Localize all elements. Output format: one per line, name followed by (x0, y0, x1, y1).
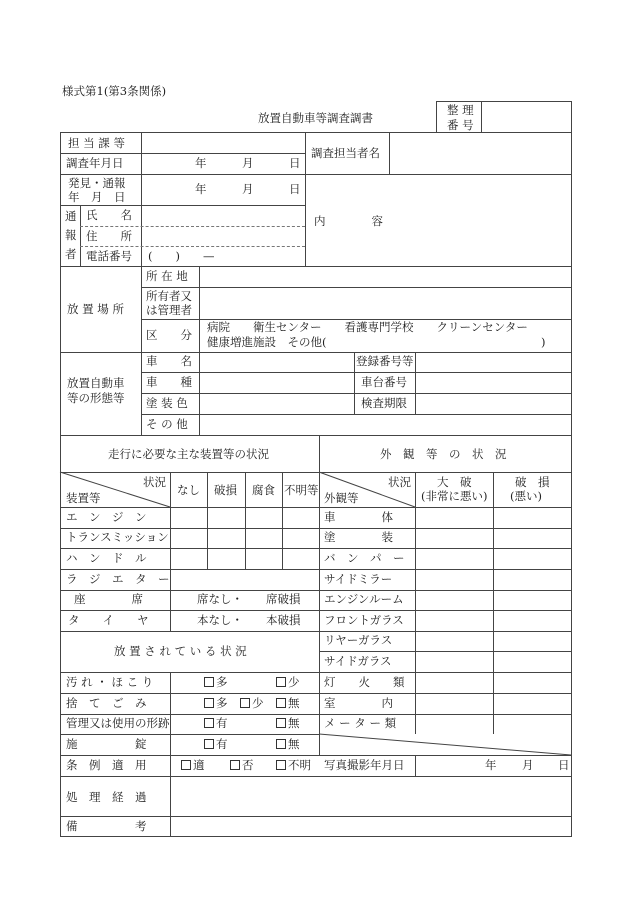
remarks-field[interactable] (172, 818, 569, 834)
survey-month: 月 (242, 156, 254, 170)
usage-option-yes-label: 有 (216, 716, 228, 730)
vehicle-type-field[interactable] (201, 374, 352, 392)
col-damage: 破損 (214, 483, 237, 497)
vehicle-color-field[interactable] (201, 395, 352, 413)
checkbox-icon (204, 677, 214, 687)
col-wrecked: 大 破 (437, 475, 472, 489)
status-heading: 放 置 さ れ て い る 状 況 (114, 644, 247, 658)
lock-label: 施 錠 (66, 737, 147, 751)
ext-row-side-mirror: サイドミラー (324, 572, 393, 586)
survey-day: 日 (289, 156, 301, 170)
vehicle-type-label: 車 種 (146, 375, 192, 389)
dirt-option-much-label: 多 (216, 675, 228, 689)
checkbox-icon (230, 760, 240, 770)
row-steering: ハ ン ド ル (66, 551, 147, 565)
photo-date-label: 写真撮影年月日 (324, 758, 405, 772)
discovery-month: 月 (242, 182, 254, 196)
location-label: 放 置 場 所 (67, 302, 124, 316)
category-label: 区 分 (146, 328, 192, 342)
row-transmission: トランスミッション (66, 530, 169, 544)
ordinance-option-applicable-label: 適 (193, 758, 205, 772)
reporter-label-2: 報 (65, 228, 77, 242)
checkbox-icon (276, 718, 286, 728)
ext-row-lights: 灯 火 類 (324, 675, 405, 689)
dirt-option-little-label: 少 (288, 675, 300, 689)
category-options-close: ) (541, 335, 546, 349)
vehicle-label: 放置自動車 (67, 376, 125, 390)
vehicle-color-label: 塗 装 色 (146, 396, 188, 410)
ordinance-option-unknown-label: 不明 (288, 758, 311, 772)
tire-options: 本なし・ 本破損 (197, 613, 301, 627)
form-title: 放置自動車等調査調書 (258, 111, 373, 125)
ordinance-option-not[interactable] (230, 760, 254, 772)
inspection-field[interactable] (417, 395, 569, 413)
address-label: 住 所 (86, 229, 132, 243)
form-number: 様式第1(第3条関係) (62, 84, 167, 98)
trash-option-none[interactable] (276, 698, 300, 710)
location-address-field[interactable] (201, 268, 569, 286)
owner-field[interactable] (201, 289, 569, 317)
owner-label-2: は管理者 (146, 303, 192, 317)
trash-option-much[interactable] (204, 698, 228, 710)
col-none: なし (177, 483, 200, 497)
seat-options: 席なし・ 席破損 (197, 592, 301, 606)
dirt-option-much[interactable] (204, 677, 228, 689)
chassis-field[interactable] (417, 374, 569, 392)
checkbox-icon (276, 698, 286, 708)
exterior-heading: 外 観 等 の 状 況 (380, 447, 507, 461)
phone-field[interactable]: ( ) — (148, 249, 215, 263)
photo-month: 月 (522, 758, 534, 772)
lock-option-no-label: 無 (288, 737, 300, 751)
inspection-label: 検査期限 (361, 396, 407, 410)
ordinance-option-unknown[interactable] (276, 760, 311, 772)
trash-label: 捨 て ご み (66, 696, 147, 710)
process-label: 処 理 経 過 (66, 790, 147, 804)
ordinance-option-not-label: 否 (242, 758, 254, 772)
col-corrosion: 腐食 (252, 483, 275, 497)
chassis-label: 車台番号 (361, 375, 407, 389)
inspector-label: 調査担当者名 (311, 146, 380, 160)
process-field[interactable] (172, 778, 569, 814)
checkbox-icon (240, 698, 250, 708)
dirt-label: 汚 れ ・ ほ こ り (66, 675, 154, 689)
checkbox-icon (204, 739, 214, 749)
inspector-field[interactable] (391, 134, 569, 172)
ordinance-option-applicable[interactable] (181, 760, 205, 772)
checkbox-icon (276, 760, 286, 770)
ext-row-front-glass: フロントガラス (324, 613, 404, 627)
row-seat: 座 席 (74, 592, 143, 606)
lock-option-yes[interactable] (204, 739, 228, 751)
dirt-option-little[interactable] (276, 677, 300, 689)
checkbox-icon (204, 698, 214, 708)
owner-label: 所有者又 (146, 289, 192, 303)
checkbox-icon (181, 760, 191, 770)
vehicle-name-field[interactable] (201, 354, 352, 371)
lock-option-yes-label: 有 (216, 737, 228, 751)
ref-number-label: 整 理 (447, 103, 474, 117)
ext-row-engine-room: エンジンルーム (324, 592, 404, 606)
ext-row-rear-glass: リヤーガラス (324, 633, 393, 647)
discovery-label: 発見・通報 (68, 176, 126, 190)
discovery-day: 日 (289, 182, 301, 196)
row-tire: タ イ ヤ (68, 613, 149, 627)
ext-row-interior: 室 内 (324, 696, 393, 710)
category-options-2: 健康増進施設 その他( (207, 335, 327, 349)
ext-row-body: 車 体 (324, 510, 393, 524)
ref-number-label-2: 番 号 (447, 118, 474, 132)
exterior-corner-status: 状況 (388, 475, 411, 489)
ordinance-label: 条 例 適 用 (66, 758, 147, 772)
trash-option-none-label: 無 (288, 696, 300, 710)
equipment-corner-status: 状況 (143, 475, 166, 489)
photo-day: 日 (558, 758, 570, 772)
row-radiator: ラ ジ エ タ ー (66, 572, 170, 586)
photo-year: 年 (485, 758, 497, 772)
vehicle-label-2: 等の形態等 (67, 391, 125, 405)
trash-option-little[interactable] (240, 698, 264, 710)
trash-option-little-label: 少 (252, 696, 264, 710)
category-options: 病院 衛生センター 看護専門学校 クリーンセンター (207, 320, 528, 334)
reporter-label-1: 通 (65, 209, 77, 223)
usage-option-yes[interactable] (204, 718, 228, 730)
usage-label: 管理又は使用の形跡 (66, 716, 170, 730)
survey-year: 年 (195, 156, 207, 170)
usage-option-no[interactable] (276, 718, 300, 730)
remarks-label: 備 考 (66, 819, 147, 833)
trash-option-much-label: 多 (216, 696, 228, 710)
content-label: 内 容 (314, 214, 383, 228)
name-label: 氏 名 (86, 208, 132, 222)
vehicle-other-label: そ の 他 (146, 417, 188, 431)
registration-field[interactable] (417, 354, 569, 371)
ext-row-bumper: バ ン パ ー (324, 551, 405, 565)
phone-label: 電話番号 (86, 249, 132, 263)
registration-label: 登録番号等 (356, 354, 414, 368)
col-damaged-note: (悪い) (510, 489, 542, 503)
exterior-corner-item: 外観等 (324, 491, 359, 505)
checkbox-icon (276, 739, 286, 749)
lock-option-no[interactable] (276, 739, 300, 751)
equipment-corner-item: 装置等 (66, 491, 101, 505)
reporter-label-3: 者 (65, 247, 77, 261)
checkbox-icon (204, 718, 214, 728)
usage-option-no-label: 無 (288, 716, 300, 730)
equipment-heading: 走行に必要な主な装置等の状況 (108, 447, 269, 461)
checkbox-icon (276, 677, 286, 687)
discovery-label-2: 年 月 日 (68, 190, 126, 204)
discovery-year: 年 (195, 182, 207, 196)
location-address-label: 所 在 地 (146, 269, 188, 283)
content-field[interactable] (391, 176, 569, 264)
col-wrecked-note: (非常に悪い) (421, 489, 488, 503)
col-damaged: 破 損 (515, 475, 550, 489)
dept-field[interactable] (143, 134, 303, 152)
dept-label: 担 当 課 等 (68, 136, 125, 150)
vehicle-name-label: 車 名 (146, 354, 192, 368)
col-unknown: 不明等 (284, 483, 319, 497)
survey-date-label: 調査年月日 (66, 156, 124, 170)
vehicle-other-field[interactable] (201, 416, 569, 434)
ext-row-meters: メ ー タ ー 類 (324, 716, 397, 730)
ext-row-side-glass: サイドガラス (324, 654, 392, 668)
row-engine: エ ン ジ ン (66, 510, 147, 524)
ext-row-paint: 塗 装 (324, 530, 393, 544)
